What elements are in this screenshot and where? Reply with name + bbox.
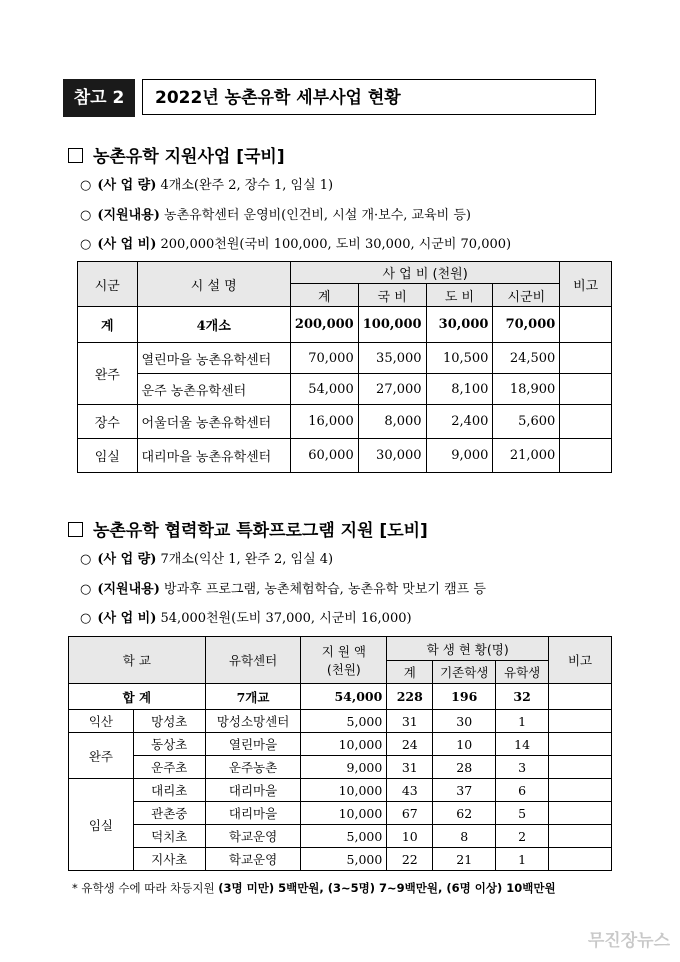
bullet-label: (사 업 비) xyxy=(97,611,157,626)
cell-total: 31 xyxy=(387,756,433,779)
cell-support: 10,000 xyxy=(301,733,387,756)
cell-national: 8,000 xyxy=(358,405,426,439)
cell-note xyxy=(560,439,612,473)
cell-rural: 2 xyxy=(496,825,549,848)
cell-support: 54,000 xyxy=(301,684,387,710)
cell-national: 35,000 xyxy=(358,343,426,374)
cell-province: 30,000 xyxy=(426,307,493,343)
cell-note xyxy=(549,848,612,871)
cell-total: 31 xyxy=(387,710,433,733)
cell-note xyxy=(560,343,612,374)
cell-center: 대리마을 xyxy=(205,802,301,825)
cell-note xyxy=(549,802,612,825)
cell-center: 학교운영 xyxy=(205,825,301,848)
cell-label: 계 xyxy=(78,307,138,343)
cell-city: 18,900 xyxy=(493,374,560,405)
cell-existing: 37 xyxy=(433,779,496,802)
table-row xyxy=(69,756,612,779)
header-facility: 시 설 명 xyxy=(137,262,290,307)
cell-center: 운주농촌 xyxy=(205,756,301,779)
cell-region: 완주 xyxy=(69,733,134,779)
circle-bullet-icon: ○ xyxy=(80,611,92,626)
cell-school: 덕치초 xyxy=(133,825,205,848)
cell-total: 16,000 xyxy=(290,405,358,439)
section1-bullet-budget xyxy=(80,233,511,252)
cell-existing: 28 xyxy=(433,756,496,779)
circle-bullet-icon: ○ xyxy=(80,552,92,567)
bullet-label: (지원내용) xyxy=(97,208,160,223)
school-program-table xyxy=(68,636,612,871)
cell-rural: 1 xyxy=(496,710,549,733)
bullet-text: 200,000천원(국비 100,000, 도비 30,000, 시군비 70,000) xyxy=(160,237,512,252)
cell-school: 운주초 xyxy=(133,756,205,779)
header-rural: 유학생 xyxy=(496,661,549,684)
bullet-text: 4개소(완주 2, 장수 1, 임실 1) xyxy=(160,178,334,193)
cell-region: 임실 xyxy=(78,439,138,473)
cell-facility: 4개소 xyxy=(137,307,290,343)
cell-school: 대리초 xyxy=(133,779,205,802)
cell-support: 10,000 xyxy=(301,779,387,802)
cell-facility: 열린마을 농촌유학센터 xyxy=(137,343,290,374)
header-region: 시군 xyxy=(78,262,138,307)
cell-rural: 6 xyxy=(496,779,549,802)
cell-existing: 196 xyxy=(433,684,496,710)
cell-total: 70,000 xyxy=(290,343,358,374)
cell-school: 동상초 xyxy=(133,733,205,756)
cell-note xyxy=(560,374,612,405)
cell-school: 관촌중 xyxy=(133,802,205,825)
table-row xyxy=(69,733,612,756)
watermark-text: 무진장뉴스 xyxy=(587,931,670,951)
cell-support: 5,000 xyxy=(301,825,387,848)
cell-support: 5,000 xyxy=(301,848,387,871)
bullet-label: (사 업 비) xyxy=(97,237,157,252)
cell-note xyxy=(560,307,612,343)
checkbox-square-icon xyxy=(68,148,83,163)
cell-total: 228 xyxy=(387,684,433,710)
cell-facility: 대리마을 농촌유학센터 xyxy=(137,439,290,473)
cell-existing: 30 xyxy=(433,710,496,733)
cell-rural: 5 xyxy=(496,802,549,825)
cell-note xyxy=(549,710,612,733)
header-note: 비고 xyxy=(560,262,612,307)
header-center: 유학센터 xyxy=(205,637,301,684)
total-row xyxy=(78,307,612,343)
cell-region: 장수 xyxy=(78,405,138,439)
cell-existing: 62 xyxy=(433,802,496,825)
table-row xyxy=(78,343,612,374)
reference-label: 참고 2 xyxy=(63,79,135,117)
cell-facility: 운주 농촌유학센터 xyxy=(137,374,290,405)
section2-heading-text: 농촌유학 협력학교 특화프로그램 지원 [도비] xyxy=(93,521,428,541)
bullet-label: (사 업 량) xyxy=(97,178,157,193)
table-row xyxy=(78,374,612,405)
table-row xyxy=(78,405,612,439)
table-row xyxy=(78,439,612,473)
circle-bullet-icon: ○ xyxy=(80,178,92,193)
cell-province: 8,100 xyxy=(426,374,493,405)
table-row xyxy=(69,802,612,825)
cell-total: 24 xyxy=(387,733,433,756)
section1-bullet-content xyxy=(80,204,471,223)
cell-note xyxy=(549,733,612,756)
cell-city: 5,600 xyxy=(493,405,560,439)
page-title: 2022년 농촌유학 세부사업 현황 xyxy=(142,79,596,115)
cell-center: 학교운영 xyxy=(205,848,301,871)
cell-region: 임실 xyxy=(69,779,134,871)
section1-heading-text: 농촌유학 지원사업 [국비] xyxy=(93,147,285,167)
cell-total: 22 xyxy=(387,848,433,871)
cell-school: 지사초 xyxy=(133,848,205,871)
header-support-label: 지 원 액 xyxy=(321,644,366,659)
footnote xyxy=(72,880,556,896)
header-total: 계 xyxy=(387,661,433,684)
cell-rural: 14 xyxy=(496,733,549,756)
circle-bullet-icon: ○ xyxy=(80,208,92,223)
bullet-text: 농촌유학센터 운영비(인건비, 시설 개·보수, 교육비 등) xyxy=(164,208,471,223)
cell-support: 5,000 xyxy=(301,710,387,733)
header-total: 계 xyxy=(290,284,358,307)
cell-note xyxy=(549,684,612,710)
cell-center: 7개교 xyxy=(205,684,301,710)
cell-national: 100,000 xyxy=(358,307,426,343)
cell-center: 망성소망센터 xyxy=(205,710,301,733)
header-support xyxy=(301,637,387,684)
cell-total: 200,000 xyxy=(290,307,358,343)
cell-total: 10 xyxy=(387,825,433,848)
watermark-logo xyxy=(588,926,670,951)
cell-center: 대리마을 xyxy=(205,779,301,802)
table-row xyxy=(69,710,612,733)
cell-school: 망성초 xyxy=(133,710,205,733)
header-city: 시군비 xyxy=(493,284,560,307)
cell-city: 24,500 xyxy=(493,343,560,374)
bullet-label: (지원내용) xyxy=(97,582,160,597)
header-note: 비고 xyxy=(549,637,612,684)
cell-existing: 10 xyxy=(433,733,496,756)
section2-bullet-budget xyxy=(80,607,412,626)
header-school: 학 교 xyxy=(69,637,206,684)
bullet-text: 방과후 프로그램, 농촌체험학습, 농촌유학 맛보기 캠프 등 xyxy=(164,582,486,597)
cell-national: 30,000 xyxy=(358,439,426,473)
cell-note xyxy=(549,756,612,779)
section1-bullet-quantity xyxy=(80,174,333,193)
header-students-group: 학 생 현 황(명) xyxy=(387,637,549,661)
cell-city: 21,000 xyxy=(493,439,560,473)
footnote-tiers: (3명 미만) 5백만원, (3~5명) 7~9백만원, (6명 이상) 10백만원 xyxy=(218,881,556,895)
header-national: 국 비 xyxy=(358,284,426,307)
cell-center: 열린마을 xyxy=(205,733,301,756)
cell-total: 60,000 xyxy=(290,439,358,473)
section2-heading xyxy=(68,516,428,541)
cell-note xyxy=(549,825,612,848)
cell-province: 9,000 xyxy=(426,439,493,473)
section1-heading xyxy=(68,142,285,167)
bullet-label: (사 업 량) xyxy=(97,552,157,567)
cell-province: 10,500 xyxy=(426,343,493,374)
header-support-unit: (천원) xyxy=(326,662,361,677)
header-existing: 기존학생 xyxy=(433,661,496,684)
header-province: 도 비 xyxy=(426,284,493,307)
section2-bullet-content xyxy=(80,578,486,597)
cell-total: 43 xyxy=(387,779,433,802)
checkbox-square-icon xyxy=(68,522,83,537)
cell-rural: 1 xyxy=(496,848,549,871)
cell-total: 67 xyxy=(387,802,433,825)
cell-facility: 어울더울 농촌유학센터 xyxy=(137,405,290,439)
circle-bullet-icon: ○ xyxy=(80,582,92,597)
cell-rural: 32 xyxy=(496,684,549,710)
cell-label: 합 계 xyxy=(69,684,206,710)
cell-province: 2,400 xyxy=(426,405,493,439)
cell-region: 익산 xyxy=(69,710,134,733)
cell-support: 10,000 xyxy=(301,802,387,825)
table-row xyxy=(69,825,612,848)
bullet-text: 54,000천원(도비 37,000, 시군비 16,000) xyxy=(160,611,412,626)
cell-note xyxy=(549,779,612,802)
total-row xyxy=(69,684,612,710)
footnote-prefix: * 유학생 수에 따라 차등지원 xyxy=(72,881,215,895)
facility-budget-table xyxy=(77,261,612,473)
cell-region: 완주 xyxy=(78,343,138,405)
header-budget-group: 사 업 비 (천원) xyxy=(290,262,559,284)
cell-note xyxy=(560,405,612,439)
bullet-text: 7개소(익산 1, 완주 2, 임실 4) xyxy=(160,552,334,567)
section2-bullet-quantity xyxy=(80,548,333,567)
cell-existing: 8 xyxy=(433,825,496,848)
cell-national: 27,000 xyxy=(358,374,426,405)
cell-rural: 3 xyxy=(496,756,549,779)
circle-bullet-icon: ○ xyxy=(80,237,92,252)
cell-existing: 21 xyxy=(433,848,496,871)
cell-total: 54,000 xyxy=(290,374,358,405)
cell-city: 70,000 xyxy=(493,307,560,343)
table-row xyxy=(69,779,612,802)
cell-support: 9,000 xyxy=(301,756,387,779)
table-row xyxy=(69,848,612,871)
